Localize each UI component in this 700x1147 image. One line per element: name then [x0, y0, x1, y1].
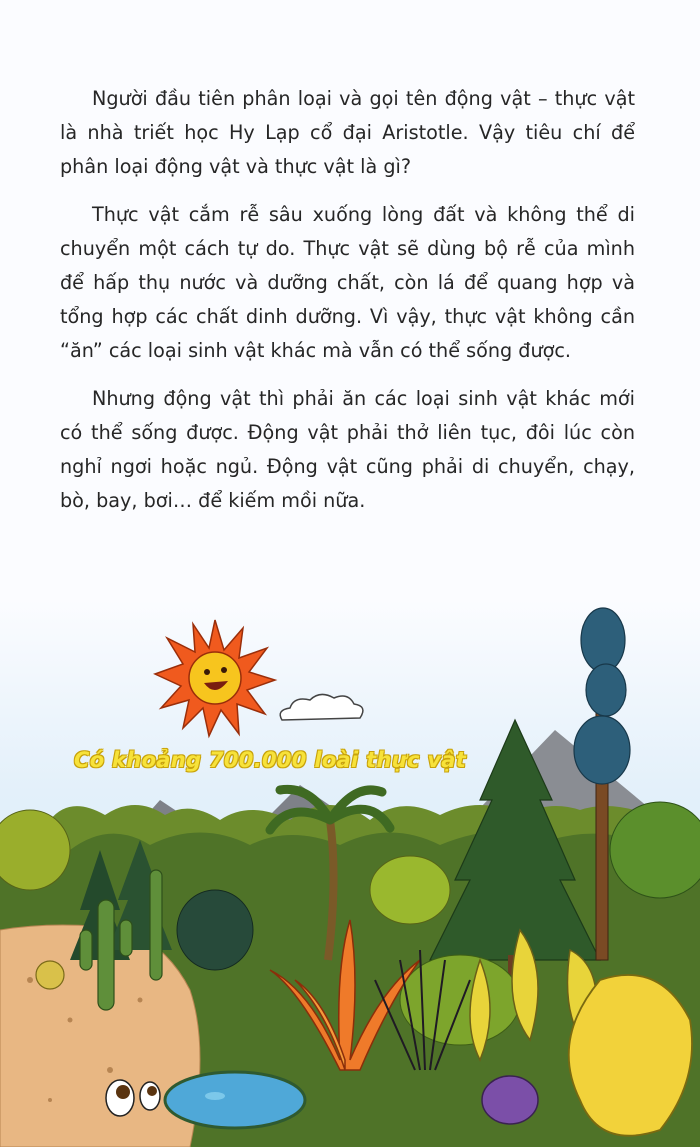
body-text: [60, 82, 635, 532]
plant-illustration: [0, 600, 700, 1147]
illustration-caption: Có khoảng 700.000 loài thực vật: [74, 748, 467, 772]
paragraph-3: Nhưng động vật thì phải ăn các loại sinh vật khác mới có thể sống được. Động vật phải thở liên tục, đôi lúc còn nghỉ ngơi hoặc ngủ. Động vật cũng phải di chuyển, chạy, bò, bay, bơi… để kiếm mồi nữa.: [60, 387, 635, 512]
barrel-cactus: [36, 961, 64, 989]
pond: [165, 1072, 305, 1128]
paragraph-2: Thực vật cắm rễ sâu xuống lòng đất và không thể di chuyển một cách tự do. Thực vật sẽ dùng bộ rễ của mình để hấp thụ nước và dưỡng chất, còn lá để quang hợp và tổng hợp các chất dinh dưỡng. Vì vậy, thực vật không cần “ăn” các loại sinh vật khác mà vẫn có thể sống được.: [60, 203, 635, 362]
big-yellow-leaf: [569, 975, 692, 1136]
paragraph-1: Người đầu tiên phân loại và gọi tên động vật – thực vật là nhà triết học Hy Lạp cổ đại Aristotle. Vậy tiêu chí để phân loại động vật và thực vật là gì?: [60, 87, 635, 178]
purple-plant: [482, 1076, 538, 1124]
